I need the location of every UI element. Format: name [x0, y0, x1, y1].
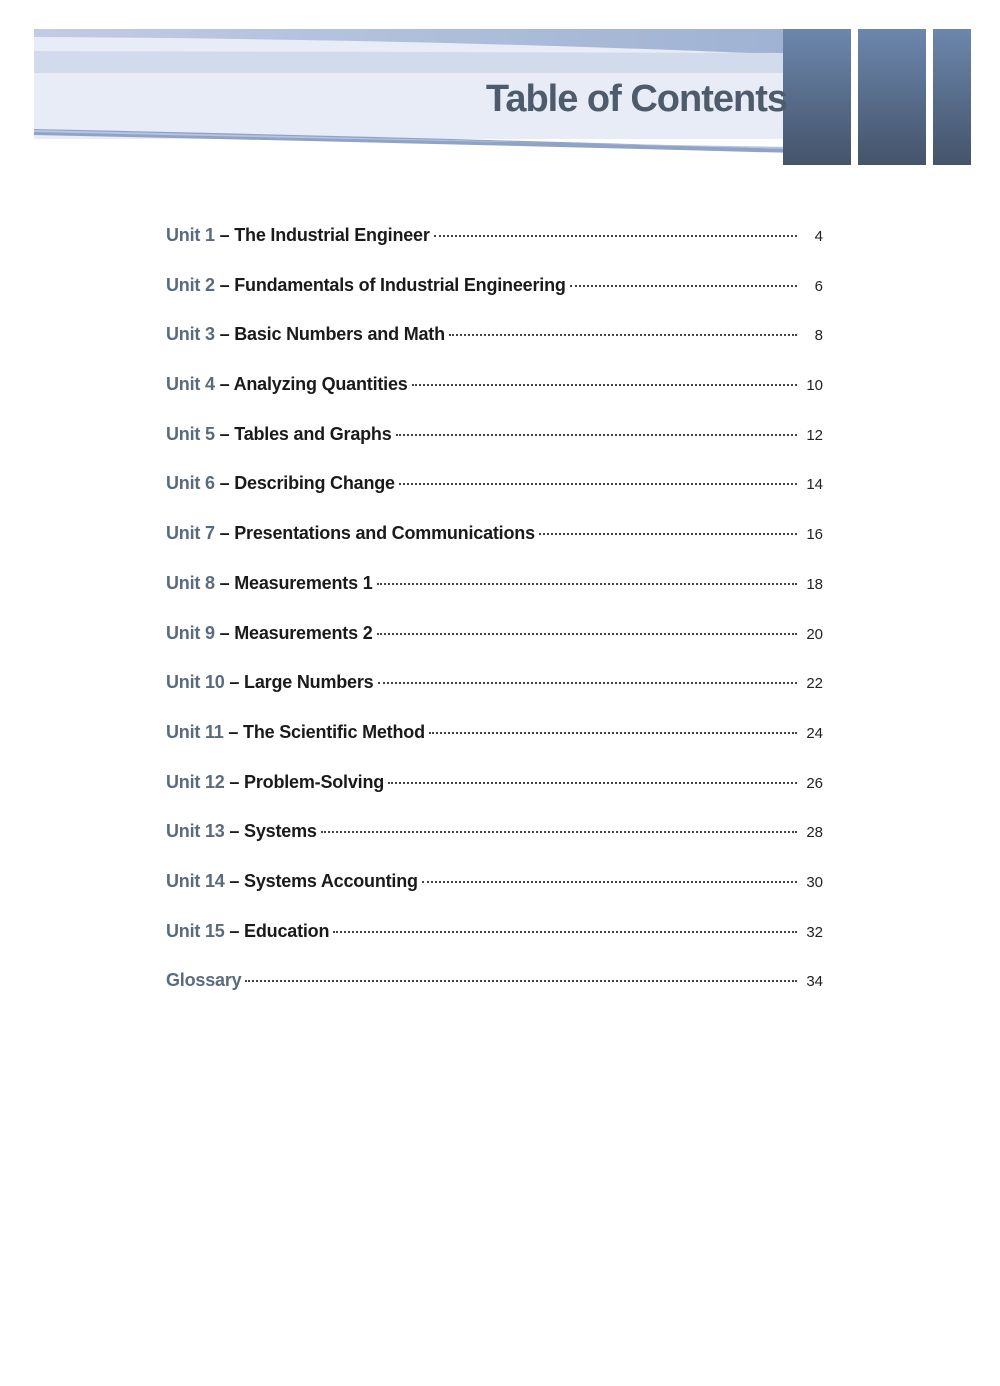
page-number: 22: [806, 675, 823, 693]
unit-separator: –: [214, 473, 235, 494]
toc-entry[interactable]: [166, 367, 823, 417]
page-number: 18: [806, 575, 823, 593]
dot-leader: [245, 980, 797, 982]
page-number: 4: [814, 228, 823, 245]
unit-number: Unit 5: [166, 423, 215, 444]
unit-number: Unit 10: [166, 672, 225, 693]
dot-leader: [377, 633, 798, 635]
unit-number: Unit 15: [166, 920, 225, 941]
unit-number: Unit 2: [166, 274, 215, 295]
dot-leader: [429, 732, 797, 734]
toc-entry-label: [166, 616, 373, 651]
unit-title: Measurements 2: [234, 622, 373, 643]
unit-title: Systems Accounting: [244, 870, 418, 891]
unit-title: Systems: [244, 821, 317, 842]
toc-entry[interactable]: [166, 616, 823, 666]
page-number: 34: [806, 973, 823, 991]
unit-title: Problem-Solving: [244, 771, 385, 792]
dot-leader: [321, 831, 797, 833]
page-title: Table of Contents: [485, 78, 787, 120]
unit-number: Unit 9: [166, 622, 215, 643]
toc-entry[interactable]: [166, 715, 823, 765]
page-number: 26: [806, 774, 823, 792]
toc-entry-label: [166, 317, 445, 352]
toc-entry[interactable]: [166, 665, 823, 715]
unit-number: Unit 7: [166, 523, 215, 544]
toc-entry-glossary[interactable]: [166, 963, 823, 1013]
toc-entry-label: [166, 864, 418, 899]
toc-entry[interactable]: [166, 317, 823, 367]
unit-number: Unit 13: [166, 821, 225, 842]
unit-separator: –: [224, 870, 245, 891]
dot-leader: [377, 583, 798, 585]
unit-number: Unit 14: [166, 870, 225, 891]
unit-title: Basic Numbers and Math: [234, 324, 445, 345]
unit-number: Unit 8: [166, 572, 215, 593]
page-number: 20: [806, 625, 823, 643]
unit-separator: –: [224, 821, 245, 842]
toc-entry-label: [166, 665, 374, 700]
toc-entry[interactable]: [166, 417, 823, 467]
unit-separator: –: [214, 324, 235, 345]
toc-entry[interactable]: [166, 914, 823, 964]
toc-entry[interactable]: [166, 864, 823, 914]
dot-leader: [570, 285, 797, 287]
dot-leader: [399, 483, 797, 485]
page-number: 24: [806, 724, 823, 742]
unit-number: Unit 6: [166, 473, 215, 494]
dot-leader: [412, 384, 797, 386]
toc-entry[interactable]: [166, 566, 823, 616]
dot-leader: [396, 434, 797, 436]
unit-title: Presentations and Communications: [234, 523, 535, 544]
dot-leader: [422, 881, 797, 883]
page-number: 14: [806, 476, 823, 494]
glossary-label: Glossary: [166, 970, 242, 991]
unit-separator: –: [214, 225, 235, 245]
unit-separator: –: [214, 274, 235, 295]
toc-entry[interactable]: [166, 218, 823, 268]
dot-leader: [539, 533, 797, 535]
unit-separator: –: [214, 423, 235, 444]
page-number: 6: [814, 277, 823, 295]
unit-number: Unit 4: [166, 374, 215, 395]
unit-separator: –: [214, 572, 235, 593]
unit-separator: –: [224, 672, 245, 693]
toc-entry-label: [166, 466, 395, 501]
unit-separator: –: [223, 721, 244, 742]
unit-title: The Industrial Engineer: [234, 225, 430, 245]
page-number: 10: [806, 377, 823, 395]
toc-entry[interactable]: [166, 466, 823, 516]
unit-title: Tables and Graphs: [234, 423, 392, 444]
toc-entry[interactable]: [166, 765, 823, 815]
toc-entry[interactable]: [166, 814, 823, 864]
toc-entry-label: [166, 715, 425, 750]
dot-leader: [434, 235, 797, 237]
unit-separator: –: [214, 622, 235, 643]
unit-number: Unit 11: [166, 721, 224, 742]
unit-title: Large Numbers: [244, 672, 374, 693]
toc-entry-label: [166, 417, 392, 452]
toc-entry-label: [166, 566, 373, 601]
page-number: 16: [806, 526, 823, 544]
toc-entry-label: [166, 765, 384, 800]
unit-number: Unit 3: [166, 324, 215, 345]
dot-leader: [333, 931, 797, 933]
toc-entry-label: [166, 516, 535, 551]
unit-title: Fundamentals of Industrial Engineering: [234, 274, 566, 295]
unit-separator: –: [214, 374, 234, 395]
unit-number: Unit 1: [166, 225, 215, 245]
toc-entry-label: [166, 268, 566, 303]
toc-entry-label: [166, 218, 430, 253]
page-number: 28: [806, 824, 823, 842]
toc-entry-label: [166, 814, 317, 849]
toc-entry[interactable]: [166, 516, 823, 566]
table-of-contents: [166, 218, 823, 1013]
unit-separator: –: [214, 523, 235, 544]
unit-number: Unit 12: [166, 771, 225, 792]
unit-title: The Scientific Method: [243, 721, 425, 742]
toc-entry-label: [166, 914, 329, 949]
unit-title: Education: [244, 920, 330, 941]
dot-leader: [378, 682, 798, 684]
page-number: 30: [806, 873, 823, 891]
dot-leader: [388, 782, 797, 784]
dot-leader: [449, 334, 797, 336]
page-number: 32: [806, 923, 823, 941]
toc-entry-label: [166, 367, 408, 402]
page-number: 12: [806, 426, 823, 444]
toc-entry[interactable]: [166, 268, 823, 318]
unit-separator: –: [224, 920, 245, 941]
unit-separator: –: [224, 771, 245, 792]
page-number: 8: [814, 327, 823, 345]
unit-title: Describing Change: [234, 473, 395, 494]
unit-title: Analyzing Quantities: [233, 374, 408, 395]
unit-title: Measurements 1: [234, 572, 373, 593]
